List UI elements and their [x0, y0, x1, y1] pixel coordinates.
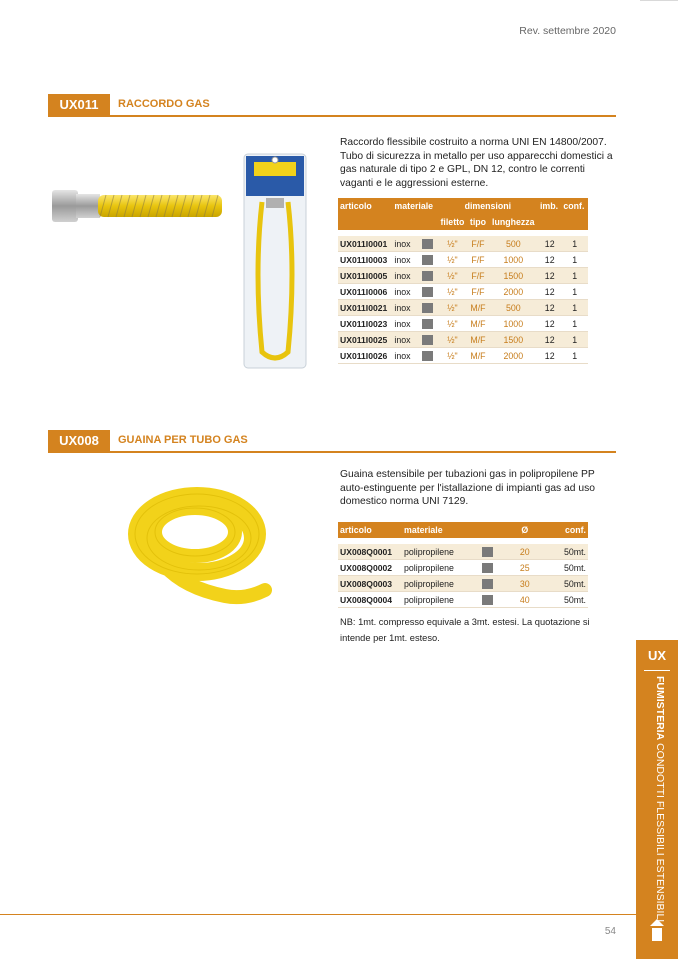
table-row: UX011I0026 inox ½" M/F 2000 12 1	[338, 348, 588, 364]
col-conf: conf.	[561, 198, 588, 214]
side-category-tab[interactable]	[636, 640, 678, 959]
gas-connector-image	[50, 180, 225, 230]
col-filetto: filetto	[438, 214, 468, 230]
section-rule	[48, 115, 616, 117]
col-materiale: materiale	[402, 522, 498, 538]
table-row: UX008Q0002 polipropilene 25 50mt.	[338, 560, 588, 576]
table-row: UX011I0001 inox ½" F/F 500 12 1	[338, 236, 588, 252]
section-rule	[48, 451, 616, 453]
side-tab-divider	[644, 670, 670, 671]
material-swatch	[422, 335, 433, 345]
material-swatch	[422, 303, 433, 313]
table-row: UX011I0021 inox ½" M/F 500 12 1	[338, 300, 588, 316]
col-tipo: tipo	[467, 214, 488, 230]
col-conf: conf.	[552, 522, 588, 538]
coiled-sheath-image	[125, 478, 275, 610]
col-diametro: Ø	[498, 522, 552, 538]
material-swatch	[422, 351, 433, 361]
material-swatch	[482, 579, 493, 589]
section-header-ux011	[48, 94, 616, 118]
side-tab-subtitle: CONDOTTI FLESSIBILI ESTENSIBILI	[654, 743, 666, 923]
ux011-spec-table	[338, 198, 588, 364]
material-swatch	[422, 271, 433, 281]
col-dimensioni: dimensioni	[438, 198, 538, 214]
footer-rule	[0, 914, 636, 915]
material-swatch	[422, 319, 433, 329]
section-title: RACCORDO GAS	[118, 98, 210, 110]
material-swatch	[482, 563, 493, 573]
col-materiale: materiale	[392, 198, 437, 214]
side-tab-label	[648, 676, 666, 923]
material-swatch	[422, 255, 433, 265]
table-row: UX008Q0003 polipropilene 30 50mt.	[338, 576, 588, 592]
up-arrow-icon[interactable]	[650, 919, 664, 941]
material-swatch	[422, 287, 433, 297]
top-edge-line	[640, 0, 678, 6]
side-tab-code: UX	[647, 648, 667, 663]
table-row: UX008Q0004 polipropilene 40 50mt.	[338, 592, 588, 608]
packaged-hose-image	[240, 152, 310, 372]
section1-description: Raccordo flessibile costruito a norma UNI EN 14800/2007. Tubo di sicurezza in metallo per uso apparecchi domestici a gas naturale di tipo 2 e GPL, DN 12, contro le correnti vaganti e le aggressioni esterne.	[340, 137, 613, 189]
section-code: UX008	[48, 430, 110, 452]
section2-note: NB: 1mt. compresso equivale a 3mt. estesi. La quotazione si intende per 1mt. esteso.	[340, 617, 590, 643]
section-code: UX011	[48, 94, 110, 116]
page-number: 54	[604, 926, 616, 937]
section-header-ux008	[48, 430, 616, 454]
table-row: UX011I0003 inox ½" F/F 1000 12 1	[338, 252, 588, 268]
side-tab-category: FUMISTERIA	[654, 676, 666, 741]
col-lunghezza: lunghezza	[489, 214, 538, 230]
table-row: UX011I0025 inox ½" M/F 1500 12 1	[338, 332, 588, 348]
ux008-spec-table	[338, 522, 588, 608]
col-articolo: articolo	[338, 522, 402, 538]
material-swatch	[482, 547, 493, 557]
revision-label: Rev. settembre 2020	[519, 25, 616, 37]
col-articolo: articolo	[338, 198, 392, 214]
col-imb: imb.	[538, 198, 561, 214]
table-row: UX011I0006 inox ½" F/F 2000 12 1	[338, 284, 588, 300]
table-row: UX011I0023 inox ½" M/F 1000 12 1	[338, 316, 588, 332]
material-swatch	[482, 595, 493, 605]
material-swatch	[422, 239, 433, 249]
table-row: UX008Q0001 polipropilene 20 50mt.	[338, 544, 588, 560]
table-row: UX011I0005 inox ½" F/F 1500 12 1	[338, 268, 588, 284]
section-title: GUAINA PER TUBO GAS	[118, 434, 248, 446]
section2-description: Guaina estensibile per tubazioni gas in polipropilene PP auto-estinguente per l'istallazione di impianti gas ad uso domestico norma UNI 7129.	[340, 469, 595, 507]
